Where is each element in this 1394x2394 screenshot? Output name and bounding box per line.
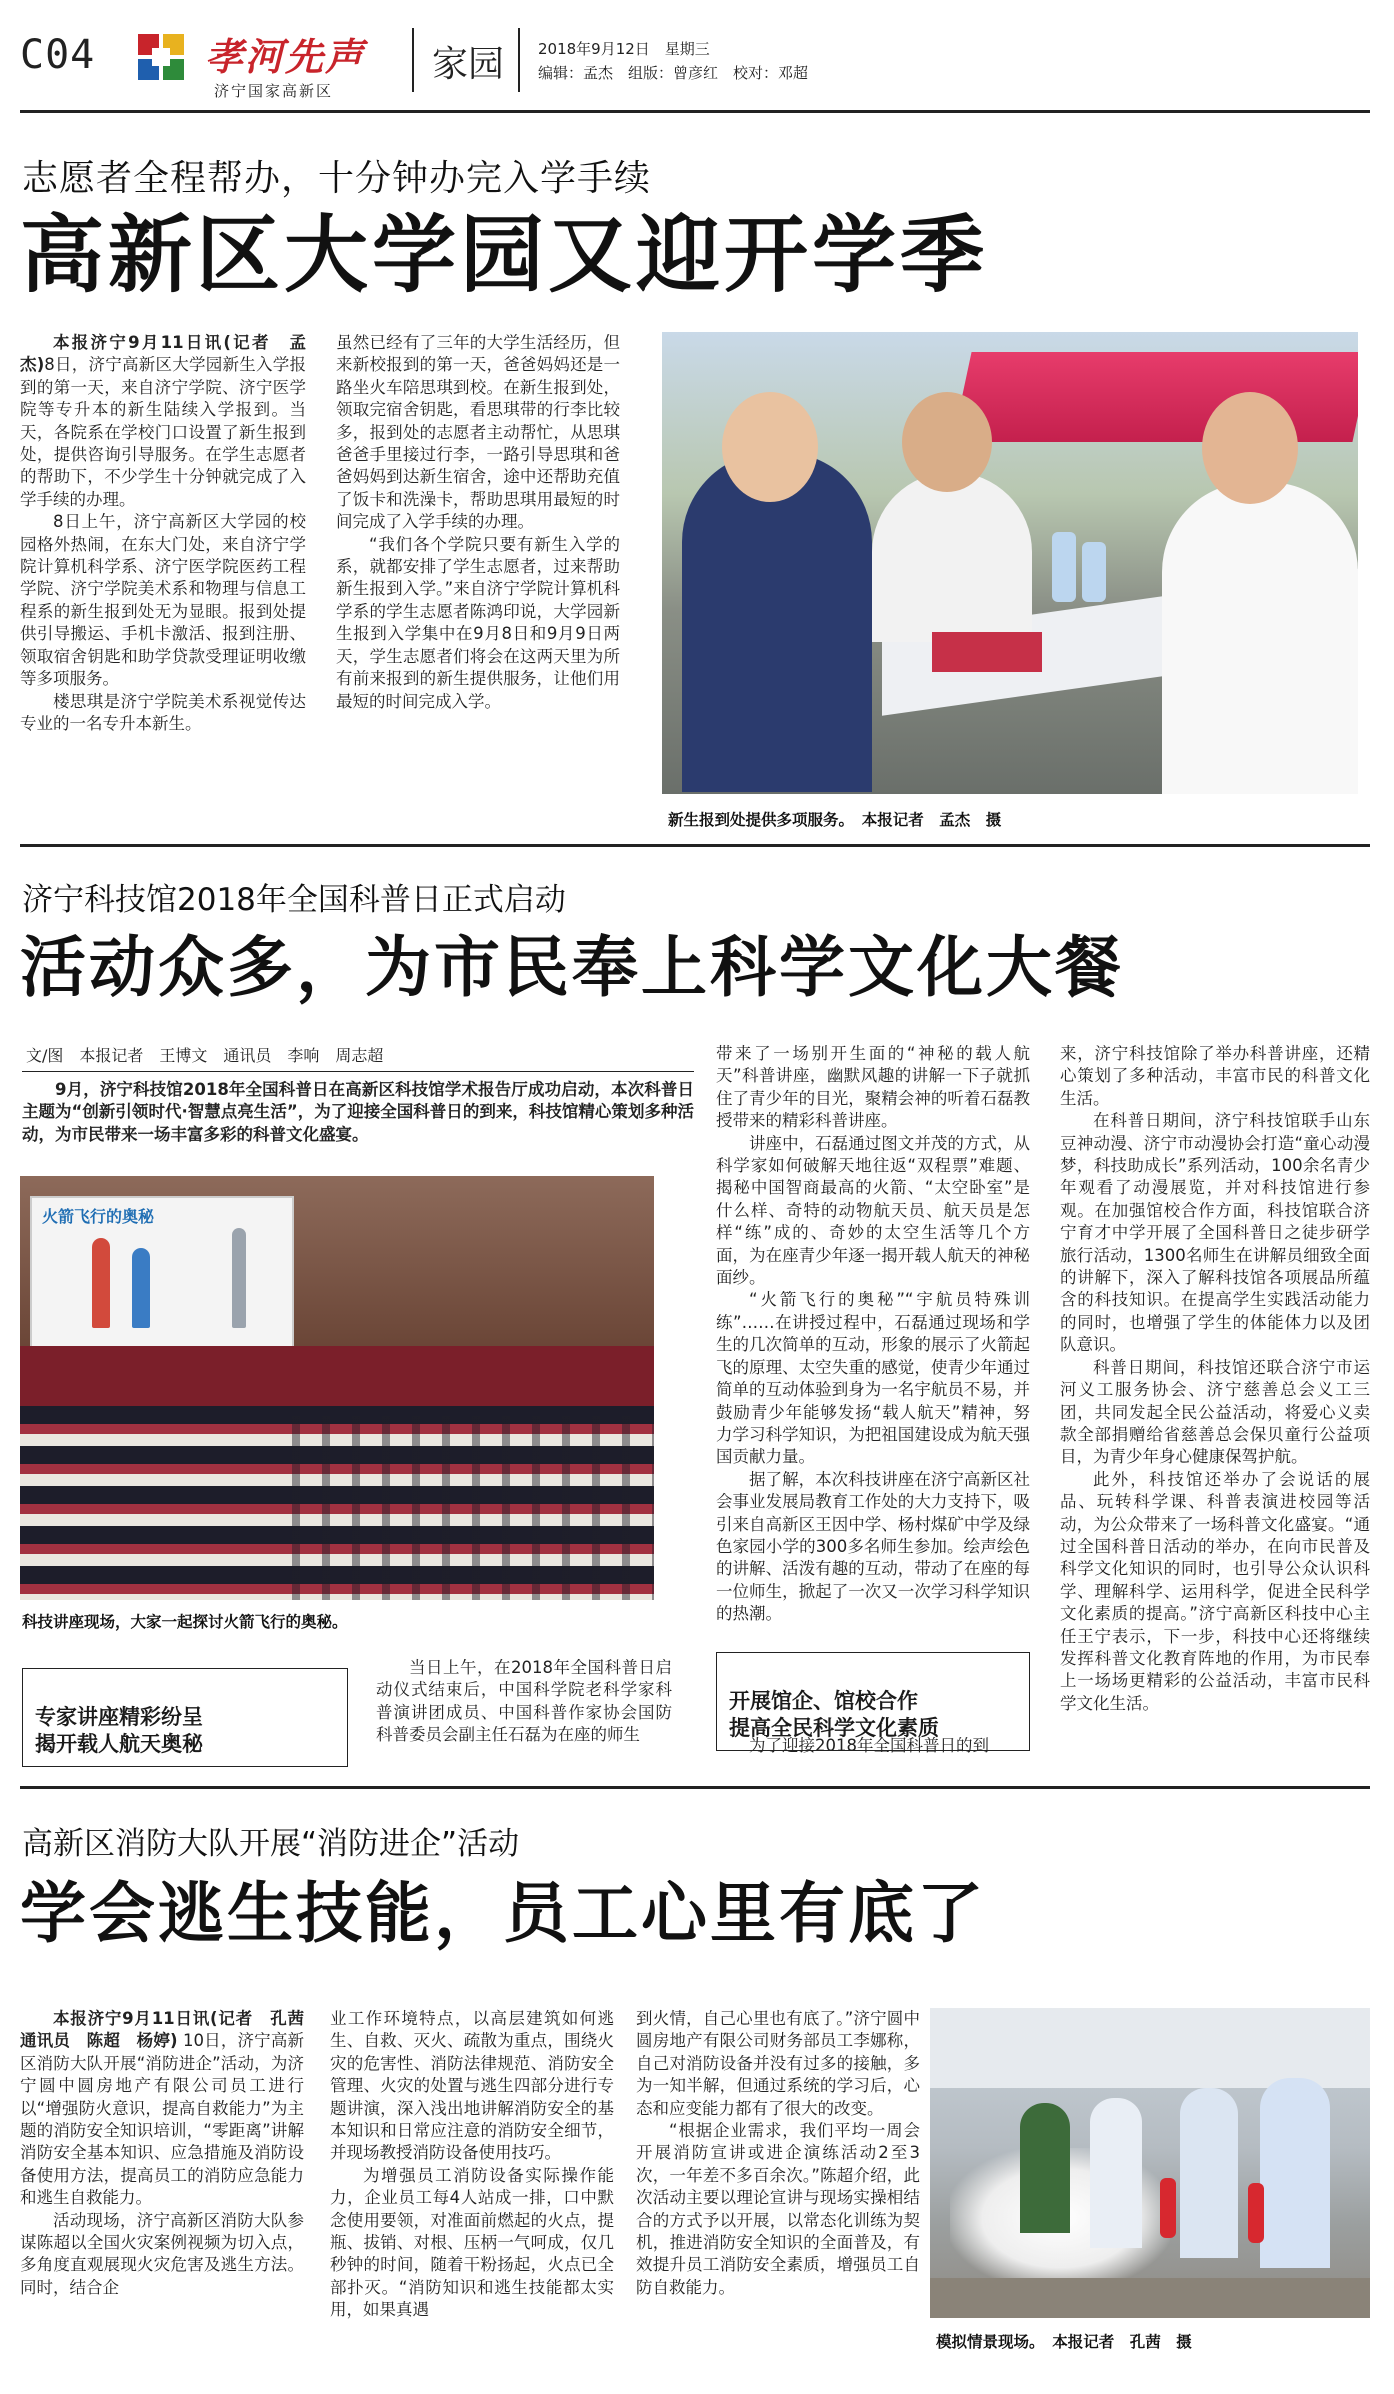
date-line: 2018年9月12日 星期三 — [538, 40, 710, 58]
page-number: C04 — [20, 32, 96, 78]
article1-column-2: 虽然已经有了三年的大学生活经历，但来新校报到的第一天，爸爸妈妈还是一路坐火车陪思琪到校。在新生报到处，领取完宿舍钥匙，看思琪带的行李比较多，报到处的志愿者主动帮忙，从思琪爸爸手里接过行李，一路引导思琪和爸爸妈妈到达新生宿舍，途中还帮助充值了饭卡和洗澡卡，帮助思琪用最短的时间完成了入学手续的办理。 “我们各个学院只要有新生入学的系，就都安排了学生志愿者，过来帮助新生报到入学。”来自济宁学院计算机科学系的学生志愿者陈鸿印说，大学园新生报到入学集中在9月8日和9月9日两天，学生志愿者们将会在这两天里为所有前来报到的新生提供服务，让他们用最短的时间完成入学。 — [336, 333, 620, 711]
article2-column-a: 当日上午，在2018年全国科普日启动仪式结束后，中国科学院老科学家科普演讲团成员、中国科普作家协会国防科普委员会副主任石磊为在座的师生 — [376, 1658, 672, 1745]
article3-headline: 学会逃生技能，员工心里有底了 — [20, 1875, 986, 1952]
article2-subhead-2: 开展馆企、馆校合作 提高全民科学文化素质 — [716, 1652, 1030, 1751]
article1-column-1: 本报济宁9月11日讯(记者 孟杰)8日，济宁高新区大学园新生入学报到的第一天，来自济宁学院、济宁医学院等专升本的新生陆续入学报到。当天，各院系在学校门口设置了新生报到处，提供咨询引导服务。在学生志愿者的帮助下，不少学生十分钟就完成了入学手续的办理。 8日上午，济宁高新区大学园的校园格外热闹，在东大门处，来自济宁学院计算机科学系、济宁医学院医药工程学院、济宁学院美术系和物理与信息工程系的新生报到处无为显眼。报到处提供引导搬运、手机卡激活、报到注册、领取宿舍钥匙和助学贷款受理证明收缴等多项服务。 楼思琪是济宁学院美术系视觉传达专业的一名专升本新生。 — [20, 333, 307, 733]
article2-column-b-tail: 为了迎接2018年全国科普日的到 — [749, 1736, 989, 1755]
article3-column-2: 业工作环境特点，以高层建筑如何逃生、自救、灭火、疏散为重点，围绕火灾的危害性、消防法律规范、消防安全管理、火灾的处置与逃生四部分进行专题讲演，深入浅出地讲解消防安全的基本知识和日常应注意的消防安全细节，并现场教授消防设备使用技巧。 为增强员工消防设备实际操作能力，企业员工每4人站成一排，口中默念使用要领，对准面前燃起的火点，提瓶、拔销、对根、压柄一气呵成，仅几秒钟的时间，随着干粉扬起，火点已全部扑灭。“消防知识和逃生技能都太实用，如果真遇 — [330, 2009, 614, 2320]
masthead-divider-2 — [518, 28, 520, 92]
article1-photo-caption: 新生报到处提供多项服务。 本报记者 孟杰 摄 — [668, 811, 1002, 829]
paper-name: 孝河先声 — [205, 34, 366, 79]
staff-line: 编辑：孟杰 组版：曾彦红 校对：邓超 — [538, 64, 809, 82]
projection-screen — [30, 1196, 294, 1350]
section-rule-2 — [20, 1786, 1370, 1789]
article3-lead: 本报济宁9月11日讯(记者 孔茜 通讯员 陈超 杨婷) — [20, 2009, 321, 2051]
article2-subhead-1: 专家讲座精彩纷呈 揭开载人航天奥秘 — [22, 1668, 348, 1767]
masthead-divider — [412, 28, 414, 92]
screen-title: 火箭飞行的奥秘 — [42, 1207, 155, 1226]
article3-column-3: 到火情，自己心里也有底了。”济宁圆中圆房地产有限公司财务部员工李娜称，自己对消防设备并没有过多的接触，多为一知半解，但通过系统的学习后，心态和应变能力都有了很大的改变。 “根据企业需求，我们平均一周会开展消防宣讲或进企演练活动2至3次，一年差不多百余次。”陈超介绍，此次活动主要以理论宣讲与现场实操相结合的方式予以开展，以常态化训练为契机，推进消防安全知识的全面普及，有效提升员工消防安全素质，增强员工自防自救能力。 — [636, 2009, 920, 2297]
paper-subtitle: 济宁国家高新区 — [214, 82, 334, 100]
article2-column-b: 带来了一场别开生面的“神秘的载人航天”科普讲座，幽默风趣的讲解一下子就抓住了青少年的目光，聚精会神的听着石磊教授带来的精彩科普讲座。 讲座中，石磊通过图文并茂的方式，从科学家如何破解天地往返“双程票”难题、揭秘中国智商最高的火箭、“太空卧室”是什么样、奇特的动物航天员、航天员是怎样“练”成的、奇妙的太空生活等几个方面，为在座青少年逐一揭开载人航天的神秘面纱。 “火箭飞行的奥秘”“宇航员特殊训练”……在讲授过程中，石磊通过现场和学生的几次简单的互动，形象的展示了火箭起飞的原理、太空失重的感觉，使青少年通过简单的互动体验到身为一名宇航员不易，并鼓励青少年能够发扬“载人航天”精神，努力学习科学知识，为把祖国建设成为航天强国贡献力量。 据了解，本次科技讲座在济宁高新区社会事业发展局教育工作处的大力支持下，吸引来自高新区王因中学、杨村煤矿中学及绿色家园小学的300多名师生参加。绘声绘色的讲解、活泼有趣的互动，带动了在座的每一位师生，掀起了一次又一次学习科学知识的热潮。 — [716, 1044, 1030, 1624]
paper-logo-icon — [138, 34, 184, 80]
article2-photo — [20, 1176, 654, 1600]
masthead-rule — [20, 110, 1370, 113]
section-name: 家园 — [432, 44, 505, 85]
article2-headline: 活动众多，为市民奉上科学文化大餐 — [20, 929, 1124, 1006]
article1-headline: 高新区大学园又迎开学季 — [20, 206, 989, 304]
article1-lead: 本报济宁9月11日讯(记者 孟杰) — [20, 333, 306, 375]
article1-kicker: 志愿者全程帮办，十分钟办完入学手续 — [22, 158, 652, 199]
section-rule-1 — [20, 844, 1370, 847]
article3-photo — [930, 2008, 1370, 2318]
masthead — [0, 0, 1394, 110]
article2-kicker: 济宁科技馆2018年全国科普日正式启动 — [22, 882, 566, 918]
article2-photo-caption: 科技讲座现场，大家一起探讨火箭飞行的奥秘。 — [22, 1613, 348, 1631]
article3-column-1: 本报济宁9月11日讯(记者 孔茜 通讯员 陈超 杨婷) 10日，济宁高新区消防大队开展“消防进企”活动，为济宁圆中圆房地产有限公司员工进行以“增强防火意识，提高自救能力”为主题的消防安全知识培训，“零距离”讲解消防安全基本知识、应急措施及消防设备使用方法，提高员工的消防应急能力和逃生自救能力。 活动现场，济宁高新区消防大队参谋陈超以全国火灾案例视频为切入点，多角度直观展现火灾危害及逃生方法。同时，结合企 — [20, 2009, 321, 2297]
byline-rule — [22, 1071, 694, 1072]
article3-photo-caption: 模拟情景现场。 本报记者 孔茜 摄 — [936, 2333, 1192, 2351]
article2-lead: 9月，济宁科技馆2018年全国科普日在高新区科技馆学术报告厅成功启动，本次科普日主题为“创新引领时代·智慧点亮生活”，为了迎接全国科普日的到来，科技馆精心策划多种活动，为市民带来一场丰富多彩的科普文化盛宴。 — [22, 1080, 694, 1144]
article2-byline: 文/图 本报记者 王博文 通讯员 李响 周志超 — [26, 1046, 384, 1065]
article3-kicker: 高新区消防大队开展“消防进企”活动 — [22, 1826, 520, 1862]
article1-photo — [662, 332, 1358, 794]
article2-column-c: 来，济宁科技馆除了举办科普讲座，还精心策划了多种活动，丰富市民的科普文化生活。 在科普日期间，济宁科技馆联手山东豆神动漫、济宁市动漫协会打造“童心动漫梦，科技助成长”系列活动，100余名青少年观看了动漫展览，并对科技馆进行参观。在加强馆校合作方面，科技馆联合济宁育才中学开展了全国科普日之徒步研学旅行活动，1300名师生在讲解员细致全面的讲解下，深入了解科技馆各项展品所蕴含的科技知识。在提高学生实践活动能力的同时，也增强了学生的体能体力以及团队意识。 科普日期间，科技馆还联合济宁市运河义工服务协会、济宁慈善总会义工三团，共同发起全民公益活动，将爱心义卖款全部捐赠给省慈善总会保贝童行公益项目，为青少年身心健康保驾护航。 此外，科技馆还举办了会说话的展品、玩转科学课、科普表演进校园等活动，为公众带来了一场科普文化盛宴。“通过全国科普日活动的举办，在向市民普及科学文化知识的同时，也引导公众认识科学、理解科学、运用科学，促进全民科学文化素质的提高。”济宁高新区科技中心主任王宁表示，下一步，科技中心还将继续发挥科普文化教育阵地的作用，为市民奉上一场场更精彩的公益活动，丰富市民科学文化生活。 — [1060, 1044, 1370, 1713]
